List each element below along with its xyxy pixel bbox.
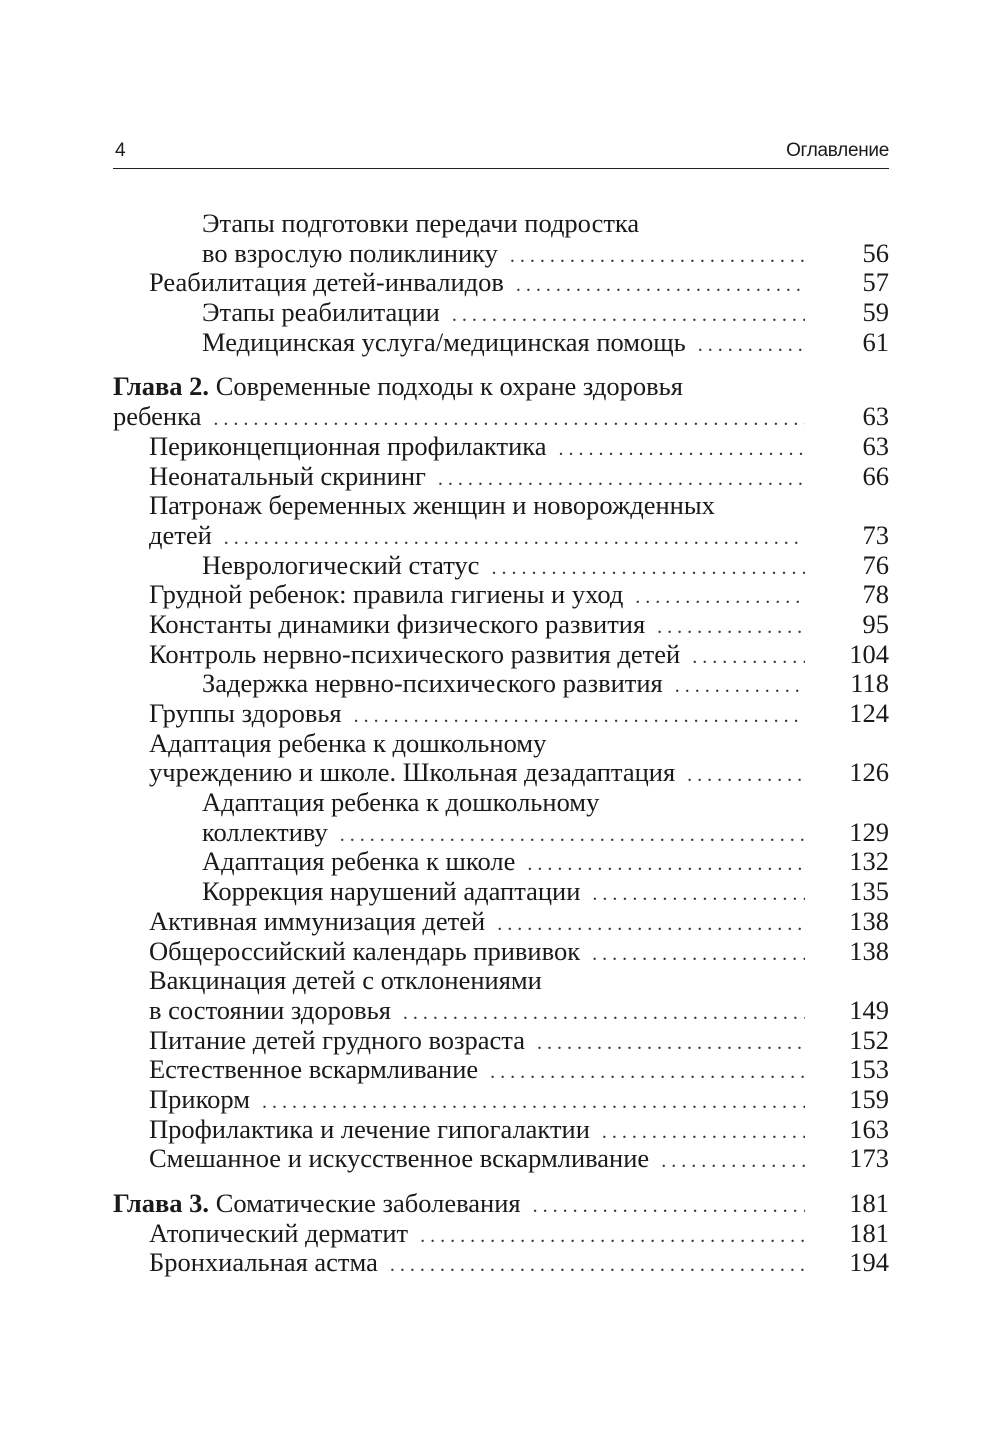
running-title: Оглавление [786, 140, 889, 161]
dot-leader [592, 940, 805, 970]
toc-entry-text: Реабилитация детей-инвалидов [149, 267, 504, 298]
toc-entry-text: Вакцинация детей с отклонениями [149, 965, 542, 996]
toc-entry-text: Атопический дерматит [149, 1217, 409, 1248]
dot-leader [698, 331, 805, 361]
toc-page-number: 138 [849, 935, 889, 966]
dot-leader [675, 672, 805, 702]
toc-entry[interactable] [113, 996, 889, 1026]
page-header [113, 140, 889, 169]
toc-entry[interactable] [113, 298, 889, 328]
page-number: 4 [115, 140, 126, 161]
toc-entry-line [113, 788, 889, 818]
toc-entry[interactable] [113, 1219, 889, 1249]
chapter-heading-line [113, 372, 889, 402]
toc-page-number: 59 [862, 297, 889, 328]
chapter-title-continued: ребенка [113, 401, 202, 432]
toc-entry[interactable] [113, 847, 889, 877]
toc-page-number: 149 [849, 994, 889, 1025]
toc-entry[interactable] [113, 1248, 889, 1278]
toc-page-number: 124 [849, 698, 889, 728]
dot-leader [533, 1192, 805, 1222]
toc-page-number: 132 [849, 846, 889, 877]
dot-leader [592, 880, 805, 910]
dot-leader [692, 643, 805, 673]
toc-entry[interactable] [113, 758, 889, 788]
toc-page-number: 159 [849, 1083, 889, 1114]
toc-entry-text: Профилактика и лечение гипогалактии [149, 1113, 590, 1144]
toc-entry[interactable] [113, 1085, 889, 1115]
toc-entry[interactable] [113, 432, 889, 462]
toc-entry-text: Активная иммунизация детей [149, 905, 486, 936]
dot-leader [516, 271, 805, 301]
toc-entry[interactable] [113, 1144, 889, 1174]
toc-page-number: 118 [850, 668, 889, 699]
toc-page-number: 76 [862, 549, 889, 580]
toc-page-number: 126 [849, 757, 889, 788]
toc-page-number: 63 [862, 430, 889, 461]
toc-entry-line [113, 966, 889, 996]
chapter-label: Глава 3. [113, 1188, 210, 1218]
toc-entry-text: в состоянии здоровья [149, 994, 391, 1025]
toc-entry-text: Питание детей грудного возраста [149, 1024, 525, 1055]
toc-entry[interactable] [113, 610, 889, 640]
toc-entry-text: Этапы реабилитации [202, 297, 440, 328]
toc-entry-text: Естественное вскармливание [149, 1054, 479, 1085]
toc-entry[interactable] [113, 580, 889, 610]
toc-entry[interactable] [113, 937, 889, 967]
dot-leader [559, 435, 805, 465]
toc-entry[interactable] [113, 462, 889, 492]
toc-page-number: 152 [849, 1024, 889, 1055]
dot-leader [661, 1147, 805, 1177]
toc-page-number: 194 [849, 1247, 889, 1278]
chapter-title: Современные подходы к охране здоровья [209, 371, 683, 402]
dot-leader [490, 1058, 805, 1088]
toc-page-number: 181 [849, 1188, 889, 1218]
toc-page-number: 73 [862, 519, 889, 550]
dot-leader [537, 1029, 805, 1059]
toc-entry-text: Константы динамики физического развития [149, 608, 646, 639]
toc-page-number: 181 [849, 1217, 889, 1248]
toc-entry-text: Неврологический статус [202, 549, 480, 580]
toc-entry[interactable] [113, 907, 889, 937]
toc-entry[interactable] [113, 640, 889, 670]
toc-entry[interactable] [113, 551, 889, 581]
toc-entry-text: Грудной ребенок: правила гигиены и уход [149, 579, 624, 610]
toc-entry-text: Периконцепционная профилактика [149, 430, 547, 461]
toc-page-number: 163 [849, 1113, 889, 1144]
chapter-entry[interactable] [113, 1189, 889, 1219]
dot-leader [420, 1222, 805, 1252]
toc-page-number: 61 [862, 326, 889, 357]
toc-entry[interactable] [113, 328, 889, 358]
chapter-label: Глава 2. [113, 371, 210, 402]
chapter-title: Соматические заболевания [209, 1188, 521, 1218]
toc-entry-text: Медицинская услуга/медицинская помощь [202, 326, 686, 357]
toc-entry-text: Смешанное и искусственное вскармливание [149, 1143, 650, 1174]
toc-entry[interactable] [113, 268, 889, 298]
toc-entry-text: Этапы подготовки передачи подростка [202, 208, 640, 238]
toc-entry[interactable] [113, 521, 889, 551]
toc-page-number: 153 [849, 1054, 889, 1085]
toc-entry[interactable] [113, 239, 889, 269]
toc-page-number: 57 [862, 267, 889, 298]
toc-entry[interactable] [113, 1055, 889, 1085]
toc-entry-text: Задержка нервно-психического развития [202, 668, 663, 699]
toc-entry[interactable] [113, 818, 889, 848]
toc-entry-line [113, 729, 889, 759]
toc-entry-line [113, 209, 889, 239]
toc-entry-text: во взрослую поликлинику [202, 237, 498, 268]
toc-entry-text: коллективу [202, 816, 328, 847]
toc-page-number: 173 [849, 1143, 889, 1174]
toc-entry-text: детей [149, 519, 212, 550]
toc-entry-text: Группы здоровья [149, 698, 342, 728]
toc-page-number: 95 [862, 608, 889, 639]
toc-entry[interactable] [113, 1026, 889, 1056]
toc-page-number: 56 [862, 237, 889, 268]
toc-entry-text: Неонатальный скрининг [149, 460, 426, 491]
toc-page-number: 63 [862, 401, 889, 432]
toc-entry-text: Коррекция нарушений адаптации [202, 876, 581, 907]
toc-page-number: 66 [862, 460, 889, 491]
toc-page-number: 138 [849, 905, 889, 936]
toc-page-number: 129 [849, 816, 889, 847]
toc-entry[interactable] [113, 1115, 889, 1145]
toc-entry-line [113, 491, 889, 521]
dot-leader [687, 761, 805, 791]
toc-entry[interactable] [113, 699, 889, 729]
dot-leader [510, 242, 805, 272]
toc-entry-text: учреждению и школе. Школьная дезадаптация [149, 757, 676, 788]
toc-entry-text: Адаптация ребенка к дошкольному [149, 727, 547, 758]
chapter-entry[interactable] [113, 402, 889, 432]
toc-entry-text: Адаптация ребенка к школе [202, 846, 516, 877]
toc-page-number: 104 [849, 638, 889, 669]
table-of-contents [113, 209, 889, 1278]
toc-page-number: 78 [862, 579, 889, 610]
toc-entry-text: Бронхиальная астма [149, 1247, 378, 1278]
toc-entry-text: Адаптация ребенка к дошкольному [202, 787, 600, 818]
toc-entry[interactable] [113, 877, 889, 907]
toc-entry-text: Прикорм [149, 1083, 250, 1114]
toc-entry-text: Контроль нервно-психического развития детей [149, 638, 681, 669]
toc-entry-text: Общероссийский календарь прививок [149, 935, 581, 966]
toc-entry-text: Патронаж беременных женщин и новорожденных [149, 490, 715, 521]
toc-entry[interactable] [113, 669, 889, 699]
dot-leader [390, 1251, 805, 1281]
toc-page-number: 135 [849, 876, 889, 907]
dot-leader [635, 583, 805, 613]
